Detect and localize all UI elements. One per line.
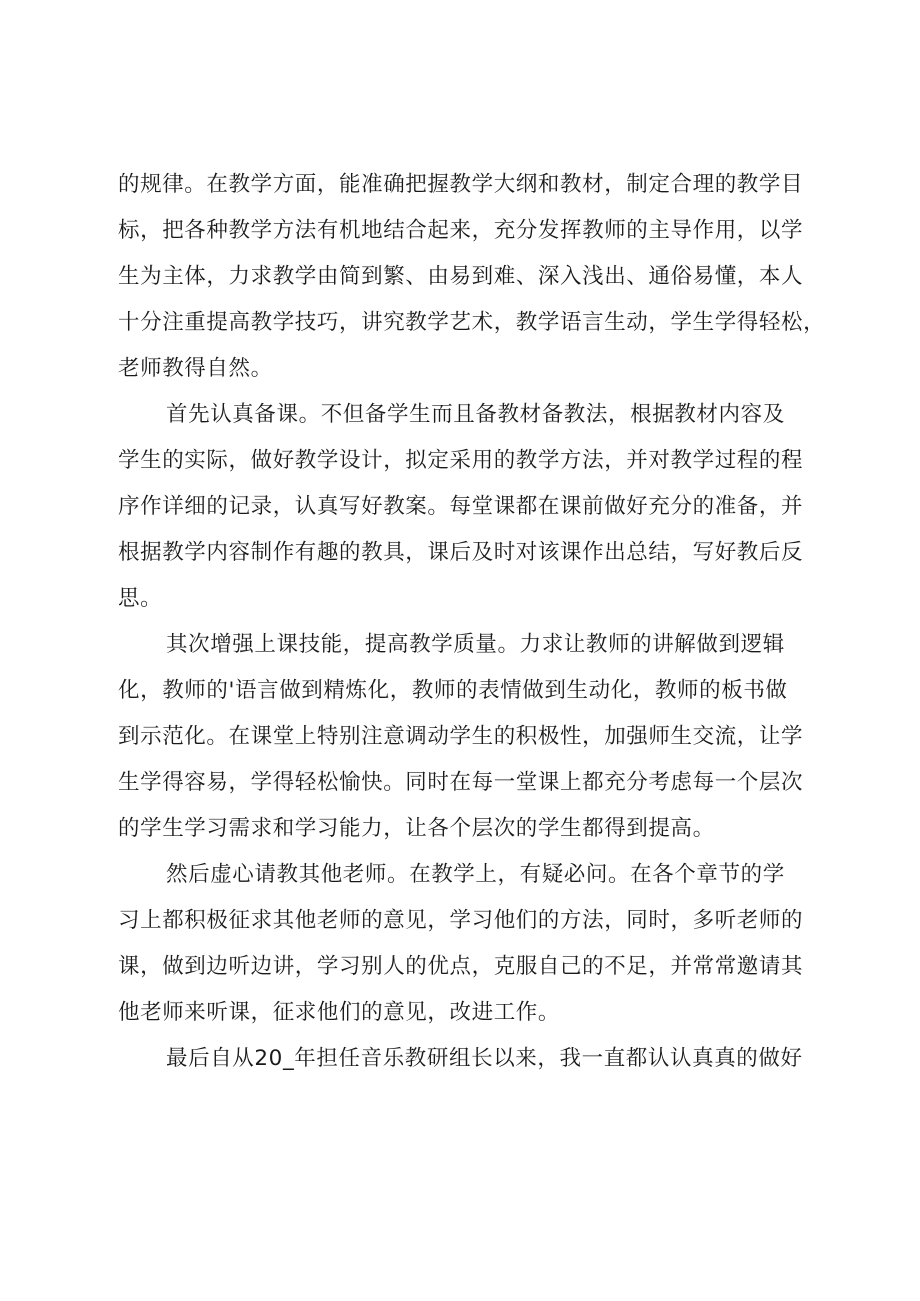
text-line: 学生的实际，做好教学设计，拟定采用的教学方法，并对教学过程的程: [118, 448, 804, 473]
text-line: 的规律。在教学方面，能准确把握教学大纲和教材，制定合理的教学目: [118, 172, 804, 197]
text-line: 然后虚心请教其他老师。在教学上，有疑必问。在各个章节的学: [166, 862, 785, 887]
paragraph: [118, 162, 830, 392]
document-body: [118, 162, 830, 1082]
text-line: 标，把各种教学方法有机地结合起来，充分发挥教师的主导作用，以学: [118, 218, 804, 243]
text-line: 生为主体，力求教学由简到繁、由易到难、深入浅出、通俗易懂，本人: [118, 264, 804, 289]
paragraph: [118, 1036, 830, 1082]
text-line: 根据教学内容制作有趣的教具，课后及时对该课作出总结，写好教后反: [118, 540, 804, 565]
text-line: 他老师来听课，征求他们的意见，改进工作。: [118, 1000, 561, 1025]
text-line: 生学得容易，学得轻松愉快。同时在每一堂课上都充分考虑每一个层次: [118, 770, 804, 795]
text-line: 序作详细的记录，认真写好教案。每堂课都在课前做好充分的准备，并: [118, 494, 804, 519]
text-line: 最后自从20_年担任音乐教研组长以来，我一直都认认真真的做好: [166, 1046, 803, 1071]
text-line: 十分注重提高教学技巧，讲究教学艺术，教学语言生动，学生学得轻松，: [118, 310, 826, 335]
paragraph: [118, 622, 830, 852]
text-line: 化，教师的'语言做到精炼化，教师的表情做到生动化，教师的板书做: [118, 678, 788, 703]
text-line: 首先认真备课。不但备学生而且备教材备教法，根据教材内容及: [166, 402, 785, 427]
paragraph: [118, 852, 830, 1036]
paragraph: [118, 392, 830, 622]
text-line: 的学生学习需求和学习能力，让各个层次的学生都得到提高。: [118, 816, 715, 841]
text-line: 思。: [118, 586, 163, 611]
text-line: 老师教得自然。: [118, 356, 273, 381]
text-line: 其次增强上课技能，提高教学质量。力求让教师的讲解做到逻辑: [166, 632, 785, 657]
text-line: 习上都积极征求其他老师的意见，学习他们的方法，同时，多听老师的: [118, 908, 804, 933]
text-line: 到示范化。在课堂上特别注意调动学生的积极性，加强师生交流，让学: [118, 724, 804, 749]
text-line: 课，做到边听边讲，学习别人的优点，克服自己的不足，并常常邀请其: [118, 954, 804, 979]
